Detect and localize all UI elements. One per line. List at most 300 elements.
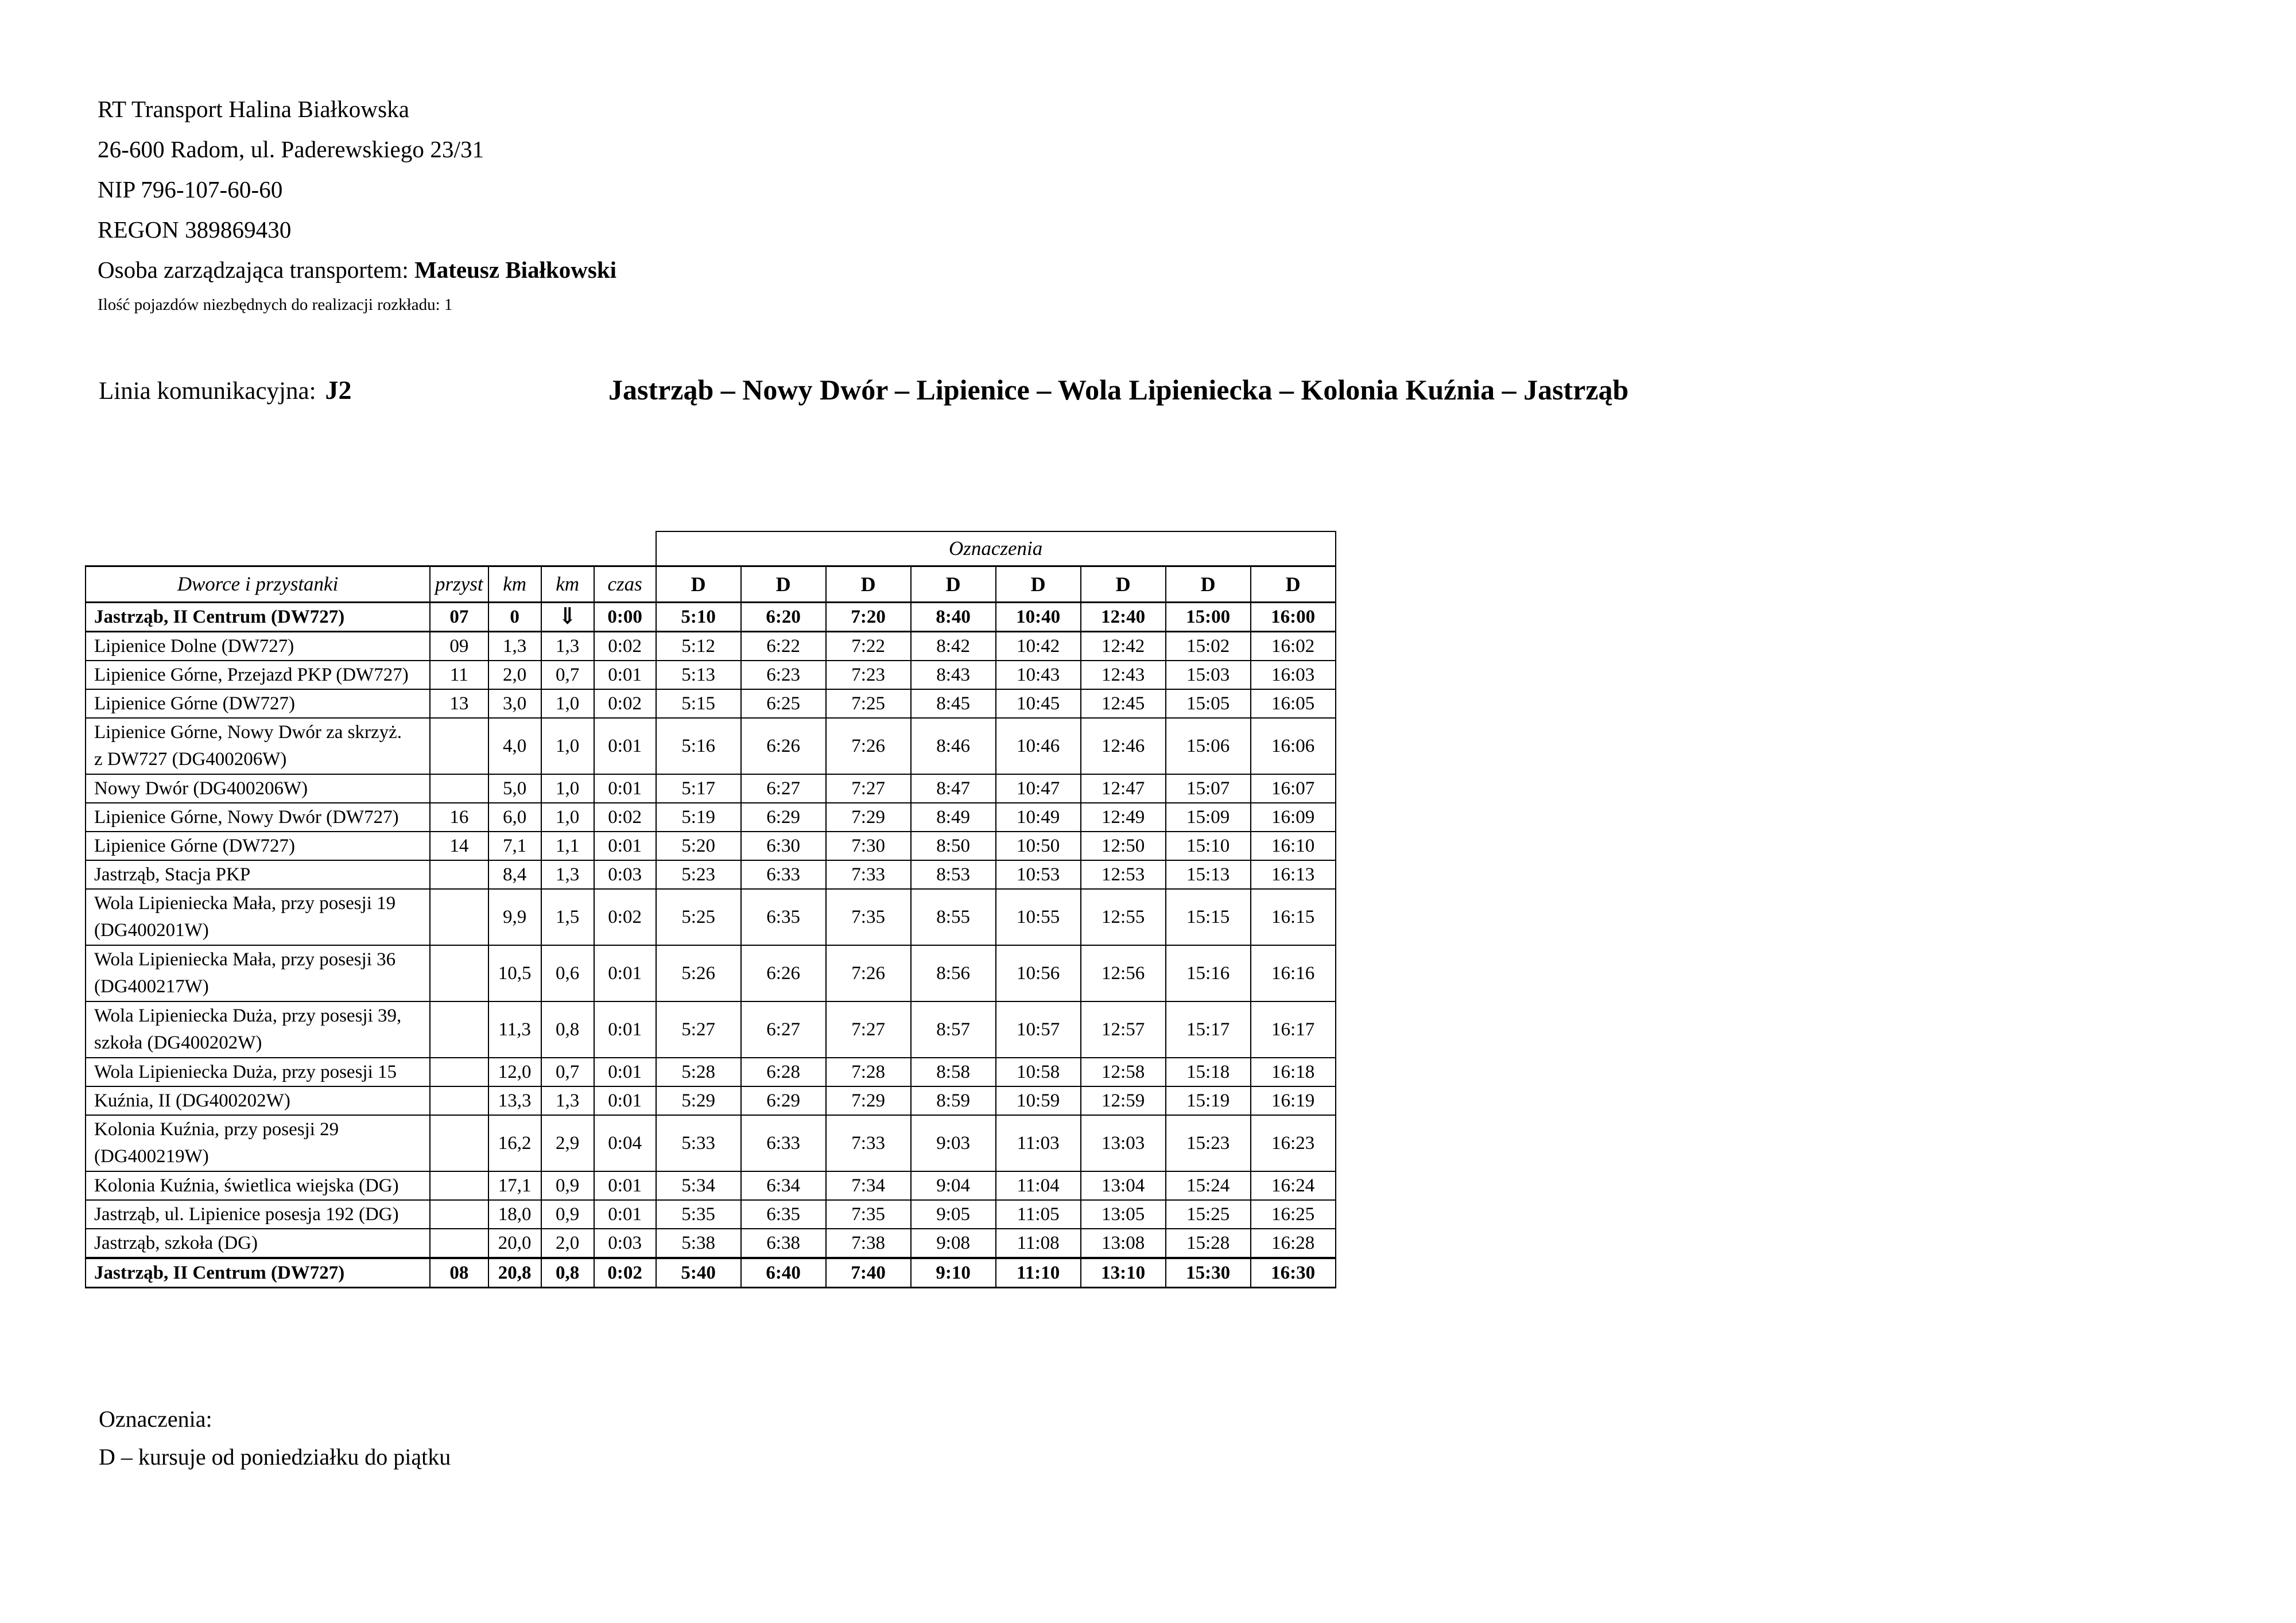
departure-time-cell-1: 5:34 <box>656 1171 741 1200</box>
departure-time-cell-3: 7:34 <box>826 1171 911 1200</box>
departure-time-cell-2: 6:30 <box>741 832 826 860</box>
km-leg-cell: 1,3 <box>541 860 594 889</box>
przyst-cell: 13 <box>430 689 488 718</box>
departure-time-cell-6: 13:08 <box>1081 1229 1166 1258</box>
departure-time-cell-3: 7:40 <box>826 1258 911 1288</box>
departure-time-cell-6: 13:05 <box>1081 1200 1166 1229</box>
departure-time-cell-3: 7:30 <box>826 832 911 860</box>
table-row <box>86 1115 1336 1171</box>
km-leg-cell: 0,8 <box>541 1258 594 1288</box>
departure-time-cell-4: 9:10 <box>911 1258 996 1288</box>
czas-cell: 0:01 <box>594 1171 656 1200</box>
departure-time-cell-1: 5:19 <box>656 803 741 832</box>
departure-time-cell-6: 12:55 <box>1081 889 1166 945</box>
column-header-service-mark-2: D <box>741 566 826 603</box>
column-header-service-mark-6: D <box>1081 566 1166 603</box>
departure-time-cell-6: 13:03 <box>1081 1115 1166 1171</box>
departure-time-cell-8: 16:17 <box>1251 1001 1336 1058</box>
column-header-stops: Dworce i przystanki <box>86 566 430 603</box>
km-leg-cell: 0,8 <box>541 1001 594 1058</box>
stop-name-cell: Jastrząb, ul. Lipienice posesja 192 (DG) <box>86 1200 430 1229</box>
czas-cell: 0:01 <box>594 661 656 689</box>
stop-name-line-2: z DW727 (DG400206W) <box>94 749 287 770</box>
departure-time-cell-2: 6:22 <box>741 632 826 661</box>
przyst-cell <box>430 1058 488 1086</box>
departure-time-cell-7: 15:13 <box>1166 860 1251 889</box>
km-total-cell: 11,3 <box>488 1001 541 1058</box>
departure-time-cell-2: 6:33 <box>741 860 826 889</box>
przyst-cell <box>430 889 488 945</box>
departure-time-cell-6: 12:53 <box>1081 860 1166 889</box>
legend-block <box>99 1400 1017 1476</box>
departure-time-cell-1: 5:16 <box>656 718 741 774</box>
km-leg-cell: 0,9 <box>541 1171 594 1200</box>
stop-name-cell: Kolonia Kuźnia, świetlica wiejska (DG) <box>86 1171 430 1200</box>
stop-name-cell: Jastrząb, II Centrum (DW727) <box>86 603 430 632</box>
departure-time-cell-7: 15:15 <box>1166 889 1251 945</box>
departure-time-cell-1: 5:15 <box>656 689 741 718</box>
departure-time-cell-4: 8:43 <box>911 661 996 689</box>
km-total-cell: 17,1 <box>488 1171 541 1200</box>
departure-time-cell-6: 12:45 <box>1081 689 1166 718</box>
departure-time-cell-5: 10:45 <box>996 689 1081 718</box>
km-leg-cell: 1,5 <box>541 889 594 945</box>
czas-cell: 0:01 <box>594 774 656 803</box>
przyst-cell <box>430 1229 488 1258</box>
km-total-cell: 12,0 <box>488 1058 541 1086</box>
table-row <box>86 632 1336 661</box>
departure-time-cell-1: 5:26 <box>656 945 741 1001</box>
km-total-cell: 8,4 <box>488 860 541 889</box>
departure-time-cell-6: 12:57 <box>1081 1001 1166 1058</box>
czas-cell: 0:01 <box>594 718 656 774</box>
czas-cell: 0:01 <box>594 1058 656 1086</box>
departure-time-cell-1: 5:12 <box>656 632 741 661</box>
company-regon: REGON 389869430 <box>98 216 292 243</box>
legend-title: Oznaczenia: <box>99 1406 212 1432</box>
departure-time-cell-6: 12:46 <box>1081 718 1166 774</box>
departure-time-cell-4: 9:03 <box>911 1115 996 1171</box>
departure-time-cell-7: 15:19 <box>1166 1086 1251 1115</box>
departure-time-cell-3: 7:38 <box>826 1229 911 1258</box>
departure-time-cell-5: 11:03 <box>996 1115 1081 1171</box>
czas-cell: 0:02 <box>594 803 656 832</box>
departure-time-cell-4: 8:49 <box>911 803 996 832</box>
km-leg-cell <box>541 603 594 632</box>
departure-time-cell-8: 16:19 <box>1251 1086 1336 1115</box>
company-name: RT Transport Halina Białkowska <box>98 96 410 122</box>
departure-time-cell-7: 15:02 <box>1166 632 1251 661</box>
stop-name-line-1: Kolonia Kuźnia, przy posesji 29 <box>94 1119 339 1140</box>
departure-time-cell-6: 12:43 <box>1081 661 1166 689</box>
departure-time-cell-3: 7:26 <box>826 718 911 774</box>
przyst-cell: 16 <box>430 803 488 832</box>
stop-name-line-1: Lipienice Górne, Nowy Dwór za skrzyż. <box>94 722 402 743</box>
departure-time-cell-2: 6:27 <box>741 1001 826 1058</box>
departure-time-cell-4: 8:45 <box>911 689 996 718</box>
line-label-group <box>99 373 352 409</box>
departure-time-cell-7: 15:07 <box>1166 774 1251 803</box>
table-row <box>86 1258 1336 1288</box>
departure-time-cell-8: 16:13 <box>1251 860 1336 889</box>
departure-time-cell-3: 7:29 <box>826 1086 911 1115</box>
departure-time-cell-4: 9:05 <box>911 1200 996 1229</box>
departure-time-cell-3: 7:20 <box>826 603 911 632</box>
przyst-cell <box>430 945 488 1001</box>
km-total-cell: 0 <box>488 603 541 632</box>
czas-cell: 0:03 <box>594 860 656 889</box>
departure-time-cell-3: 7:33 <box>826 1115 911 1171</box>
przyst-cell <box>430 1115 488 1171</box>
table-row <box>86 945 1336 1001</box>
stop-name-cell: Nowy Dwór (DG400206W) <box>86 774 430 803</box>
departure-time-cell-4: 8:50 <box>911 832 996 860</box>
departure-time-cell-7: 15:06 <box>1166 718 1251 774</box>
przyst-cell <box>430 774 488 803</box>
departure-time-cell-2: 6:35 <box>741 889 826 945</box>
departure-time-cell-5: 11:08 <box>996 1229 1081 1258</box>
oznaczenia-group-row <box>86 531 1336 566</box>
departure-time-cell-8: 16:09 <box>1251 803 1336 832</box>
km-leg-cell: 1,0 <box>541 803 594 832</box>
czas-cell: 0:03 <box>594 1229 656 1258</box>
przyst-cell <box>430 1200 488 1229</box>
km-leg-cell: 1,0 <box>541 689 594 718</box>
departure-time-cell-5: 10:58 <box>996 1058 1081 1086</box>
column-header-przyst: przyst <box>430 566 488 603</box>
column-header-row <box>86 566 1336 603</box>
departure-time-cell-2: 6:29 <box>741 803 826 832</box>
czas-cell: 0:02 <box>594 689 656 718</box>
transport-manager-label: Osoba zarządzająca transportem: <box>98 257 409 283</box>
departure-time-cell-4: 8:53 <box>911 860 996 889</box>
departure-time-cell-5: 10:49 <box>996 803 1081 832</box>
departure-time-cell-6: 12:58 <box>1081 1058 1166 1086</box>
departure-time-cell-5: 11:04 <box>996 1171 1081 1200</box>
departure-time-cell-6: 12:42 <box>1081 632 1166 661</box>
km-total-cell: 6,0 <box>488 803 541 832</box>
departure-time-cell-7: 15:25 <box>1166 1200 1251 1229</box>
km-leg-cell: 1,1 <box>541 832 594 860</box>
stop-name-cell: Lipienice Górne (DW727) <box>86 832 430 860</box>
departure-time-cell-3: 7:23 <box>826 661 911 689</box>
down-arrow-icon: ⇓ <box>557 603 577 629</box>
stop-name-line-2: (DG400219W) <box>94 1146 209 1167</box>
stop-name-line-1: Wola Lipieniecka Mała, przy posesji 36 <box>94 949 396 970</box>
departure-time-cell-1: 5:33 <box>656 1115 741 1171</box>
line-label: Linia komunikacyjna: <box>99 378 316 405</box>
departure-time-cell-8: 16:02 <box>1251 632 1336 661</box>
table-row <box>86 603 1336 632</box>
departure-time-cell-2: 6:33 <box>741 1115 826 1171</box>
departure-time-cell-6: 12:50 <box>1081 832 1166 860</box>
stop-name-cell: Lipienice Dolne (DW727) <box>86 632 430 661</box>
stop-name-cell <box>86 889 430 945</box>
departure-time-cell-8: 16:05 <box>1251 689 1336 718</box>
departure-time-cell-6: 12:49 <box>1081 803 1166 832</box>
departure-time-cell-7: 15:28 <box>1166 1229 1251 1258</box>
departure-time-cell-1: 5:17 <box>656 774 741 803</box>
departure-time-cell-4: 8:42 <box>911 632 996 661</box>
departure-time-cell-1: 5:29 <box>656 1086 741 1115</box>
km-leg-cell: 0,7 <box>541 1058 594 1086</box>
przyst-cell: 11 <box>430 661 488 689</box>
departure-time-cell-8: 16:28 <box>1251 1229 1336 1258</box>
departure-time-cell-5: 10:40 <box>996 603 1081 632</box>
table-row <box>86 860 1336 889</box>
departure-time-cell-2: 6:38 <box>741 1229 826 1258</box>
km-leg-cell: 0,9 <box>541 1200 594 1229</box>
km-total-cell: 10,5 <box>488 945 541 1001</box>
schedule-table <box>85 531 1336 1288</box>
vehicles-required-line: Ilość pojazdów niezbędnych do realizacji rozkładu: 1 <box>98 296 453 314</box>
departure-time-cell-2: 6:20 <box>741 603 826 632</box>
km-leg-cell: 0,7 <box>541 661 594 689</box>
departure-time-cell-2: 6:28 <box>741 1058 826 1086</box>
przyst-cell: 08 <box>430 1258 488 1288</box>
km-total-cell: 16,2 <box>488 1115 541 1171</box>
departure-time-cell-8: 16:16 <box>1251 945 1336 1001</box>
km-total-cell: 20,0 <box>488 1229 541 1258</box>
table-row <box>86 689 1336 718</box>
departure-time-cell-2: 6:23 <box>741 661 826 689</box>
departure-time-cell-8: 16:23 <box>1251 1115 1336 1171</box>
transport-manager-line <box>98 250 1475 290</box>
departure-time-cell-2: 6:34 <box>741 1171 826 1200</box>
departure-time-cell-3: 7:26 <box>826 945 911 1001</box>
departure-time-cell-2: 6:27 <box>741 774 826 803</box>
table-row <box>86 832 1336 860</box>
table-row <box>86 661 1336 689</box>
departure-time-cell-3: 7:22 <box>826 632 911 661</box>
departure-time-cell-4: 9:04 <box>911 1171 996 1200</box>
departure-time-cell-1: 5:20 <box>656 832 741 860</box>
stop-name-cell: Jastrząb, II Centrum (DW727) <box>86 1258 430 1288</box>
column-header-service-mark-8: D <box>1251 566 1336 603</box>
departure-time-cell-1: 5:27 <box>656 1001 741 1058</box>
departure-time-cell-5: 10:57 <box>996 1001 1081 1058</box>
departure-time-cell-8: 16:00 <box>1251 603 1336 632</box>
departure-time-cell-8: 16:30 <box>1251 1258 1336 1288</box>
przyst-cell <box>430 718 488 774</box>
stop-name-cell <box>86 1001 430 1058</box>
departure-time-cell-8: 16:10 <box>1251 832 1336 860</box>
line-title-row <box>0 373 2296 419</box>
czas-cell: 0:02 <box>594 889 656 945</box>
legend-entry-d: D – kursuje od poniedziałku do piątku <box>99 1444 451 1470</box>
departure-time-cell-7: 15:16 <box>1166 945 1251 1001</box>
stop-name-cell <box>86 718 430 774</box>
departure-time-cell-3: 7:35 <box>826 1200 911 1229</box>
departure-time-cell-2: 6:35 <box>741 1200 826 1229</box>
km-leg-cell: 0,6 <box>541 945 594 1001</box>
departure-time-cell-7: 15:09 <box>1166 803 1251 832</box>
km-leg-cell: 1,0 <box>541 774 594 803</box>
departure-time-cell-4: 8:46 <box>911 718 996 774</box>
table-row <box>86 1200 1336 1229</box>
departure-time-cell-5: 10:59 <box>996 1086 1081 1115</box>
departure-time-cell-4: 8:55 <box>911 889 996 945</box>
departure-time-cell-5: 11:10 <box>996 1258 1081 1288</box>
column-header-km-leg: km <box>541 566 594 603</box>
departure-time-cell-8: 16:03 <box>1251 661 1336 689</box>
departure-time-cell-8: 16:18 <box>1251 1058 1336 1086</box>
departure-time-cell-3: 7:28 <box>826 1058 911 1086</box>
czas-cell: 0:01 <box>594 832 656 860</box>
oznaczenia-group-header: Oznaczenia <box>656 531 1336 566</box>
table-row <box>86 1229 1336 1258</box>
departure-time-cell-4: 8:59 <box>911 1086 996 1115</box>
departure-time-cell-7: 15:30 <box>1166 1258 1251 1288</box>
departure-time-cell-4: 8:58 <box>911 1058 996 1086</box>
departure-time-cell-6: 12:59 <box>1081 1086 1166 1115</box>
column-header-service-mark-1: D <box>656 566 741 603</box>
departure-time-cell-5: 10:53 <box>996 860 1081 889</box>
column-header-service-mark-3: D <box>826 566 911 603</box>
km-leg-cell: 2,9 <box>541 1115 594 1171</box>
table-row <box>86 718 1336 774</box>
table-row <box>86 1171 1336 1200</box>
departure-time-cell-1: 5:25 <box>656 889 741 945</box>
departure-time-cell-4: 8:47 <box>911 774 996 803</box>
table-row <box>86 774 1336 803</box>
czas-cell: 0:00 <box>594 603 656 632</box>
departure-time-cell-1: 5:38 <box>656 1229 741 1258</box>
departure-time-cell-3: 7:35 <box>826 889 911 945</box>
departure-time-cell-7: 15:17 <box>1166 1001 1251 1058</box>
departure-time-cell-7: 15:23 <box>1166 1115 1251 1171</box>
departure-time-cell-2: 6:29 <box>741 1086 826 1115</box>
table-row <box>86 1086 1336 1115</box>
departure-time-cell-3: 7:25 <box>826 689 911 718</box>
przyst-cell <box>430 1001 488 1058</box>
km-total-cell: 13,3 <box>488 1086 541 1115</box>
stop-name-cell: Lipienice Górne (DW727) <box>86 689 430 718</box>
przyst-cell <box>430 860 488 889</box>
departure-time-cell-3: 7:29 <box>826 803 911 832</box>
departure-time-cell-5: 11:05 <box>996 1200 1081 1229</box>
departure-time-cell-6: 12:56 <box>1081 945 1166 1001</box>
departure-time-cell-5: 10:43 <box>996 661 1081 689</box>
km-leg-cell: 1,3 <box>541 632 594 661</box>
departure-time-cell-7: 15:18 <box>1166 1058 1251 1086</box>
departure-time-cell-2: 6:40 <box>741 1258 826 1288</box>
czas-cell: 0:01 <box>594 945 656 1001</box>
departure-time-cell-3: 7:27 <box>826 774 911 803</box>
departure-time-cell-5: 10:46 <box>996 718 1081 774</box>
stop-name-line-1: Wola Lipieniecka Duża, przy posesji 39, <box>94 1005 402 1026</box>
stop-name-cell <box>86 1115 430 1171</box>
stop-name-line-1: Wola Lipieniecka Mała, przy posesji 19 <box>94 893 396 914</box>
km-leg-cell: 2,0 <box>541 1229 594 1258</box>
departure-time-cell-4: 8:40 <box>911 603 996 632</box>
km-total-cell: 20,8 <box>488 1258 541 1288</box>
table-row <box>86 1058 1336 1086</box>
stop-name-cell: Jastrząb, Stacja PKP <box>86 860 430 889</box>
departure-time-cell-2: 6:25 <box>741 689 826 718</box>
departure-time-cell-7: 15:05 <box>1166 689 1251 718</box>
czas-cell: 0:04 <box>594 1115 656 1171</box>
departure-time-cell-1: 5:28 <box>656 1058 741 1086</box>
stop-name-cell: Lipienice Górne, Przejazd PKP (DW727) <box>86 661 430 689</box>
km-total-cell: 5,0 <box>488 774 541 803</box>
stop-name-cell <box>86 945 430 1001</box>
departure-time-cell-8: 16:15 <box>1251 889 1336 945</box>
departure-time-cell-8: 16:24 <box>1251 1171 1336 1200</box>
przyst-cell: 07 <box>430 603 488 632</box>
departure-time-cell-8: 16:07 <box>1251 774 1336 803</box>
km-leg-cell: 1,0 <box>541 718 594 774</box>
departure-time-cell-4: 9:08 <box>911 1229 996 1258</box>
przyst-cell <box>430 1086 488 1115</box>
departure-time-cell-7: 15:10 <box>1166 832 1251 860</box>
departure-time-cell-1: 5:23 <box>656 860 741 889</box>
czas-cell: 0:01 <box>594 1001 656 1058</box>
departure-time-cell-2: 6:26 <box>741 945 826 1001</box>
przyst-cell <box>430 1171 488 1200</box>
table-row <box>86 803 1336 832</box>
line-code: J2 <box>325 375 352 405</box>
departure-time-cell-5: 10:55 <box>996 889 1081 945</box>
company-header-block <box>98 89 1475 320</box>
departure-time-cell-3: 7:27 <box>826 1001 911 1058</box>
departure-time-cell-7: 15:24 <box>1166 1171 1251 1200</box>
company-nip: NIP 796-107-60-60 <box>98 176 283 203</box>
column-header-service-mark-4: D <box>911 566 996 603</box>
departure-time-cell-5: 10:42 <box>996 632 1081 661</box>
km-total-cell: 1,3 <box>488 632 541 661</box>
stop-name-line-2: (DG400201W) <box>94 920 209 941</box>
table-row <box>86 889 1336 945</box>
company-address: 26-600 Radom, ul. Paderewskiego 23/31 <box>98 136 484 162</box>
departure-time-cell-7: 15:00 <box>1166 603 1251 632</box>
departure-time-cell-5: 10:50 <box>996 832 1081 860</box>
column-header-km-total: km <box>488 566 541 603</box>
departure-time-cell-5: 10:47 <box>996 774 1081 803</box>
czas-cell: 0:01 <box>594 1200 656 1229</box>
group-row-spacer <box>86 531 656 566</box>
departure-time-cell-6: 13:04 <box>1081 1171 1166 1200</box>
route-title: Jastrząb – Nowy Dwór – Lipienice – Wola Lipieniecka – Kolonia Kuźnia – Jastrząb <box>608 374 1629 406</box>
departure-time-cell-4: 8:56 <box>911 945 996 1001</box>
departure-time-cell-1: 5:35 <box>656 1200 741 1229</box>
km-total-cell: 3,0 <box>488 689 541 718</box>
km-total-cell: 9,9 <box>488 889 541 945</box>
km-total-cell: 4,0 <box>488 718 541 774</box>
departure-time-cell-1: 5:40 <box>656 1258 741 1288</box>
km-total-cell: 18,0 <box>488 1200 541 1229</box>
stop-name-line-2: szkoła (DG400202W) <box>94 1032 262 1053</box>
stop-name-cell: Kuźnia, II (DG400202W) <box>86 1086 430 1115</box>
stop-name-cell: Wola Lipieniecka Duża, przy posesji 15 <box>86 1058 430 1086</box>
czas-cell: 0:02 <box>594 632 656 661</box>
departure-time-cell-1: 5:10 <box>656 603 741 632</box>
column-header-service-mark-7: D <box>1166 566 1251 603</box>
departure-time-cell-1: 5:13 <box>656 661 741 689</box>
km-total-cell: 2,0 <box>488 661 541 689</box>
km-leg-cell: 1,3 <box>541 1086 594 1115</box>
departure-time-cell-2: 6:26 <box>741 718 826 774</box>
departure-time-cell-8: 16:25 <box>1251 1200 1336 1229</box>
schedule-table-wrap <box>85 531 1336 1288</box>
czas-cell: 0:01 <box>594 1086 656 1115</box>
departure-time-cell-6: 13:10 <box>1081 1258 1166 1288</box>
column-header-czas: czas <box>594 566 656 603</box>
table-row <box>86 1001 1336 1058</box>
departure-time-cell-7: 15:03 <box>1166 661 1251 689</box>
departure-time-cell-5: 10:56 <box>996 945 1081 1001</box>
column-header-service-mark-5: D <box>996 566 1081 603</box>
